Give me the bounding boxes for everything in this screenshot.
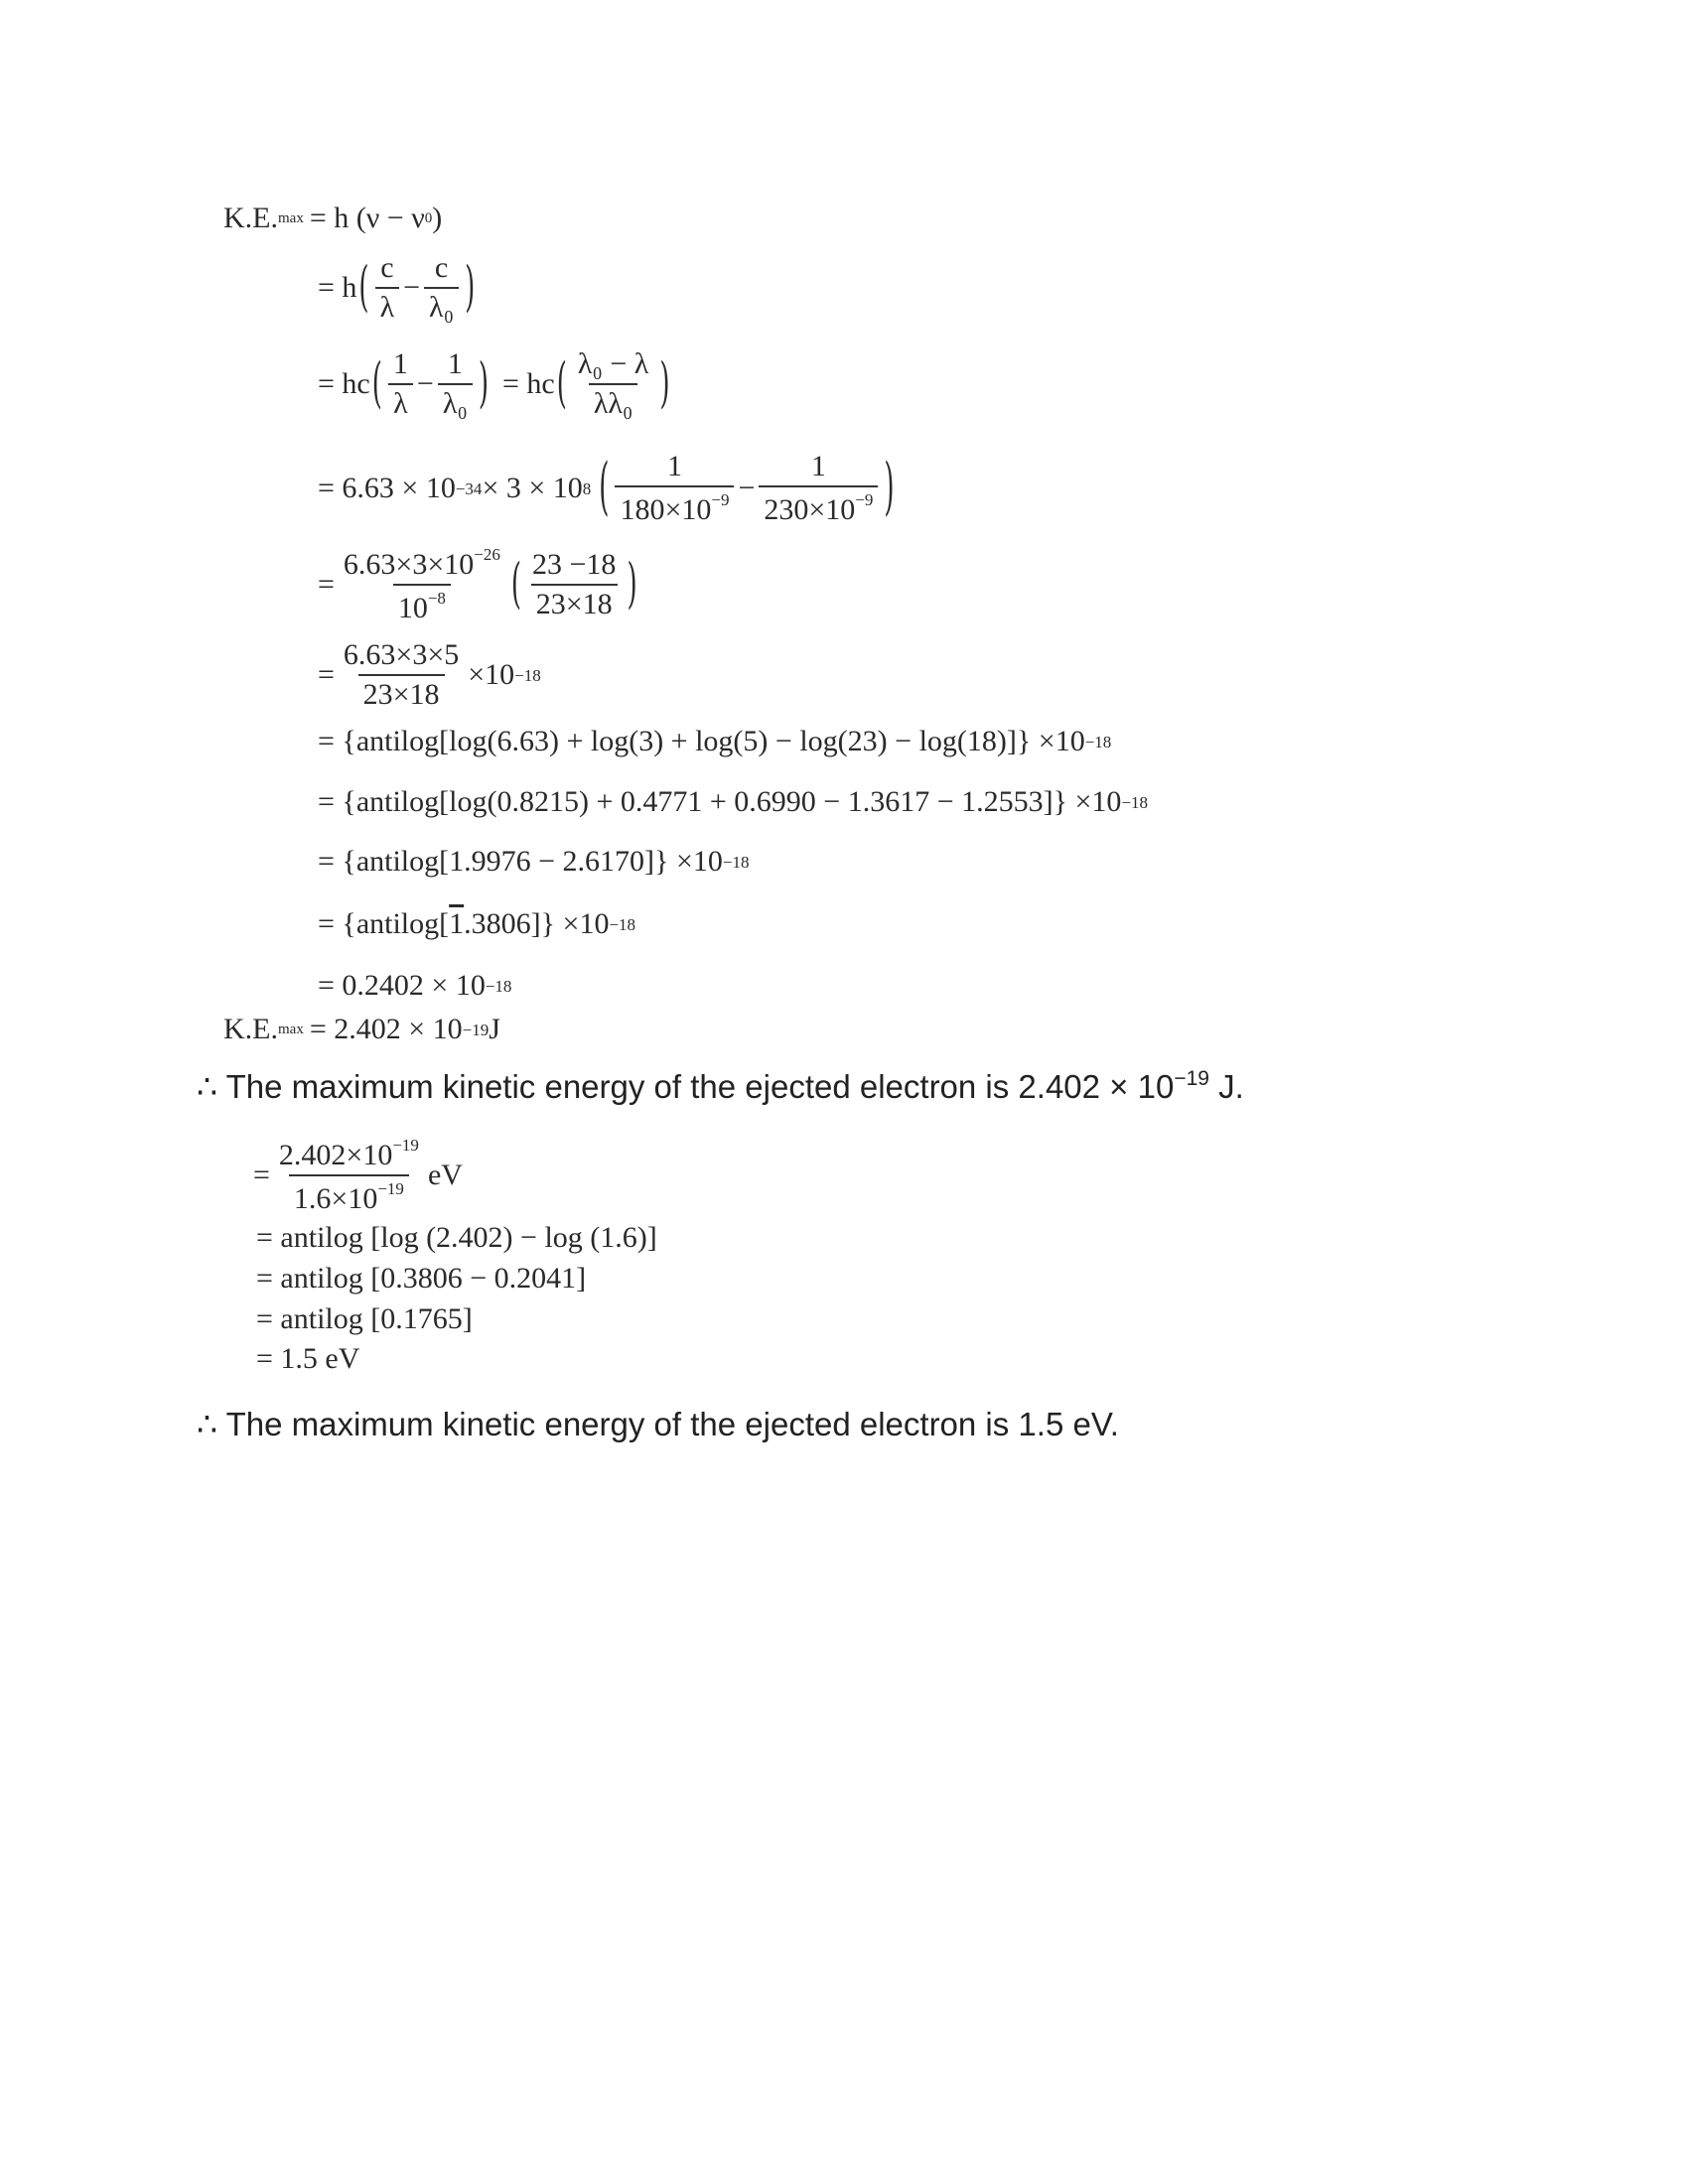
- ev-step-5: = 1.5 eV: [256, 1342, 360, 1375]
- fraction-step-5: $\frac{6.63\times 3\times 10^{-26}}{10^{-8}}$: [343, 545, 500, 624]
- step-3-eq2: = hc: [501, 367, 555, 400]
- step-3-eq: = hc: [318, 367, 370, 400]
- equation-step-6: = $\frac{6.63\times 3\times 5}{23\times 18}$ ×10 −18: [318, 638, 541, 711]
- fraction-step-6: $\frac{6.63\times 3\times 5}{23\times 18}$: [343, 638, 460, 711]
- fraction-c-lambda: $\frac{c}{\lambda}$: [375, 253, 400, 323]
- fraction-1-180: $\frac{1}{180\times 10^{-9}}$: [615, 452, 734, 525]
- step-6-eq: =: [318, 658, 335, 691]
- equation-step-4: = 6.63 × 10 −34 × 3 × 10 8 ( $\frac{1}{180\times 10^{-9}}$ − $\frac{1}{230\times 10^{-9}}$ ): [318, 450, 895, 526]
- fraction-1-lambda: $\frac{1}{\lambda}$: [388, 349, 413, 419]
- ev-step-4: = antilog [0.1765]: [256, 1302, 473, 1335]
- ev-step-2: = antilog [log (2.402) − log (1.6)]: [256, 1221, 657, 1254]
- step-5-eq: =: [318, 568, 335, 601]
- ev-step-1: = $\frac{2.402\times 10^{-19}}{1.6\times 10^{-19}}$ eV: [253, 1136, 463, 1215]
- step-1-rhs: = h (ν − ν: [309, 202, 425, 234]
- equation-step-2: = h ( $\frac{c}{\lambda}$ − $\frac{c}{\text{λ₀}}$ ): [318, 251, 476, 324]
- fraction-1-lambda0: $\frac{1}{\text{λ₀}}$: [438, 349, 473, 419]
- fraction-1-230: $\frac{1}{230\times 10^{-9}}$: [759, 452, 878, 525]
- step-2-eq: = h: [318, 271, 357, 304]
- ke-subscript: max: [278, 209, 304, 226]
- fraction-ev: $\frac{2.402\times 10^{-19}}{1.6\times 10^{-19}}$: [278, 1136, 419, 1215]
- equation-step-8: = {antilog[log(0.8215) + 0.4771 + 0.6990 − 1.3617 − 1.2553]} ×10 −18: [318, 785, 1149, 818]
- fraction-lambda-diff: $\frac{\text{λ₀ − λ}}{\text{λλ₀}}$: [577, 347, 649, 420]
- equation-step-5: = $\frac{6.63\times 3\times 10^{-26}}{10^{-8}}$ ( $\frac{23 -18}{23\times 18}$ ): [318, 545, 637, 624]
- equation-step-11: = 0.2402 × 10 −18: [318, 969, 512, 1002]
- equation-step-10: = {antilog[ 1 .3806]} ×10 −18: [318, 907, 636, 940]
- step-1-close: ): [432, 202, 443, 234]
- equation-step-12: K.E. max = 2.402 × 10 −19 J: [223, 1013, 500, 1045]
- conclusion-ev: ∴ The maximum kinetic energy of the ejected electron is 1.5 eV.: [197, 1406, 1119, 1442]
- equation-step-9: = {antilog[1.9976 − 2.6170]} ×10 −18: [318, 845, 750, 878]
- fraction-c-lambda0: $\frac{c}{\text{λ₀}}$: [424, 253, 459, 323]
- ev-step-3: = antilog [0.3806 − 0.2041]: [256, 1262, 587, 1295]
- equation-step-7: = {antilog[log(6.63) + log(3) + log(5) − log(23) − log(18)]} ×10 −18: [318, 725, 1112, 757]
- nu0-subscript: 0: [424, 209, 433, 226]
- step-4-h: = 6.63 × 10: [318, 472, 456, 504]
- fraction-23-18: $\frac{23 -18}{23\times 18}$: [532, 548, 617, 620]
- ke-label: K.E.: [223, 202, 278, 234]
- equation-step-3: = hc ( $\frac{1}{\lambda}$ − $\frac{1}{\text{λ₀}}$ ) = hc ( $\frac{\text{λ₀ − λ}}{\text{λλ₀}}$ ): [318, 347, 670, 420]
- conclusion-joules: ∴ The maximum kinetic energy of the ejected electron is $2.402 \times 10^{-19}$ J.: [197, 1067, 1244, 1105]
- bar-characteristic: 1: [449, 907, 465, 940]
- equation-step-1: [223, 204, 442, 233]
- step-4-c: × 3 × 10: [482, 472, 583, 504]
